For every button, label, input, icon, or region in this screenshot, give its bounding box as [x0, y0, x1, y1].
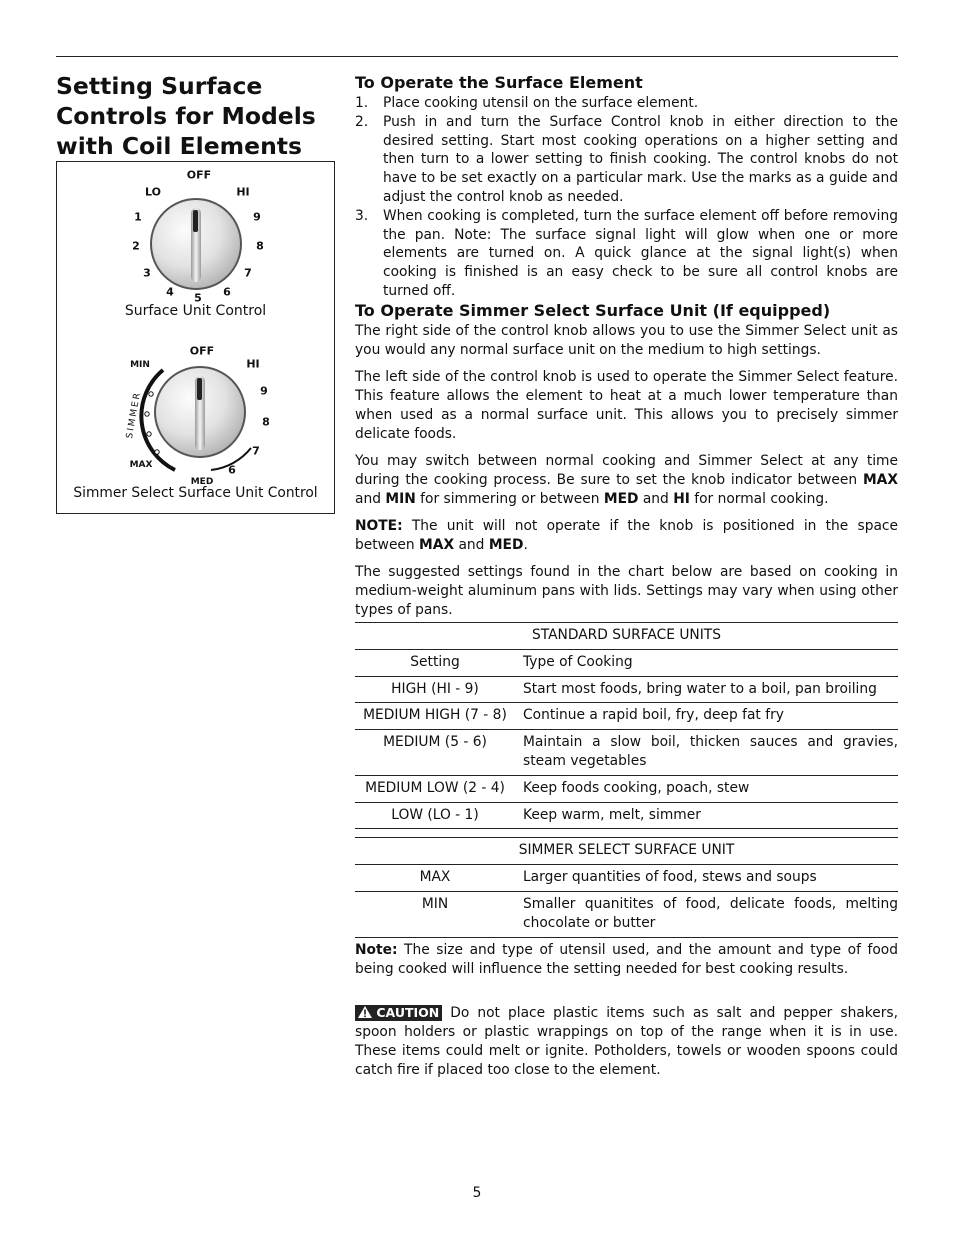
caution-block: CAUTION Do not place plastic items such as salt and pepper shakers, spoon holders or plastic wrappings on top of the range when it is in use. These items could melt or ignite. Potholders, towels or wooden spoons could catch fire if placed too close to the element. [355, 1005, 898, 1078]
dial1-label-4: 4 [166, 285, 174, 299]
cooking-note: Note: The size and type of utensil used, and the amount and type of food being cooked will influence the setting needed for best cooking results. [355, 942, 898, 977]
settings-table [355, 622, 898, 938]
section2-heading: To Operate Simmer Select Surface Unit (If equipped) [355, 301, 831, 320]
section2-body [355, 322, 898, 620]
simmer-select-knob [154, 366, 246, 458]
dial1-label-hi: HI [236, 185, 250, 199]
dial1-label-5: 5 [194, 291, 202, 305]
table-row: MIN Smaller quanitites of food, delicate foods, melting chocolate or butter [355, 891, 898, 937]
table-row: MEDIUM LOW (2 - 4) Keep foods cooking, poach, stew [355, 775, 898, 802]
table-section-heading: STANDARD SURFACE UNITS [355, 623, 898, 650]
dial2-label-max: MAX [129, 460, 153, 470]
table-section-heading: SIMMER SELECT SURFACE UNIT [355, 838, 898, 865]
dial2-label-7: 7 [252, 444, 260, 458]
dial2-simmer-label: SIMMER [124, 390, 144, 440]
paragraph: The left side of the control knob is used to operate the Simmer Select feature. This feature allows the element to heat at a much lower temperature than when used as a normal surface unit. This allows you to precisely simmer delicate foods. [355, 369, 898, 442]
dial1-label-3: 3 [143, 266, 151, 280]
column-header: Type of Cooking [515, 649, 898, 676]
note-paragraph: NOTE: The unit will not operate if the knob is positioned in the space between MAX and MED. [355, 518, 898, 553]
knob-pointer-icon [193, 210, 198, 232]
dial2-label-med: MED [190, 477, 214, 487]
dial2-label-8: 8 [262, 415, 270, 429]
dial1-label-7: 7 [244, 266, 252, 280]
section1-heading: To Operate the Surface Element [355, 73, 643, 92]
dial2-label-9: 9 [260, 384, 268, 398]
dial1-label-lo: LO [145, 185, 161, 199]
table-row: MAX Larger quantities of food, stews and soups [355, 865, 898, 892]
section1-steps [355, 94, 898, 301]
top-rule [56, 56, 898, 57]
dial-figure-box [56, 161, 335, 514]
paragraph: The right side of the control knob allows you to use the Simmer Select unit as you would any normal surface unit on the medium to high settings. [355, 323, 898, 358]
page-title: Setting Surface Controls for Models with Coil Elements [56, 72, 316, 160]
dial1-label-9: 9 [253, 210, 261, 224]
dial2-label-off: OFF [189, 344, 215, 358]
dial2-caption: Simmer Select Surface Unit Control [73, 485, 318, 501]
paragraph: You may switch between normal cooking and Simmer Select at any time during the cooking process. Be sure to set the knob indicator between MAX and MIN for simmering or between MED and HI for normal cooking. [355, 453, 898, 507]
dial2-label-6: 6 [228, 463, 236, 477]
table-row: MEDIUM (5 - 6) Maintain a slow boil, thicken sauces and gravies, steam vegetables [355, 730, 898, 776]
list-item: 2. Push in and turn the Surface Control knob in either direction to the desired setting. Start most cooking operations on a higher setting and then turn to a lower setting to finish cooking. The control knobs do not have to be set exactly on a particular mark. Use the marks as a guide and adjust the control knob as needed. [355, 113, 898, 205]
dial1-caption: Surface Unit Control [124, 303, 267, 319]
dial1-label-1: 1 [134, 210, 142, 224]
paragraph: The suggested settings found in the chart below are based on cooking in medium-weight aluminum pans with lids. Settings may vary when using other types of pans. [355, 564, 898, 618]
column-header: Setting [355, 649, 515, 676]
dial1-label-2: 2 [132, 239, 140, 253]
dial1-label-8: 8 [256, 239, 264, 253]
table-row: HIGH (HI - 9) Start most foods, bring water to a boil, pan broiling [355, 676, 898, 703]
table-row: MEDIUM HIGH (7 - 8) Continue a rapid boil, fry, deep fat fry [355, 703, 898, 730]
list-item: 1. Place cooking utensil on the surface element. [355, 95, 699, 111]
surface-control-knob [150, 198, 242, 290]
warning-triangle-icon [358, 1006, 372, 1018]
dial1-label-6: 6 [223, 285, 231, 299]
dial2-label-hi: HI [246, 357, 260, 371]
dial1-label-off: OFF [186, 168, 212, 182]
list-item: 3. When cooking is completed, turn the surface element off before removing the pan. Note: The surface signal light will glow when one or more elements are turned on. A quick glance at the signal light(s) when cooking is finished is an easy check to be sure all control knobs are turned off. [355, 207, 898, 299]
dial2-label-min: MIN [130, 360, 150, 370]
knob-pointer-icon [197, 378, 202, 400]
caution-badge: CAUTION [355, 1005, 442, 1021]
table-row: LOW (LO - 1) Keep warm, melt, simmer [355, 802, 898, 829]
page-number: 5 [472, 1185, 482, 1201]
